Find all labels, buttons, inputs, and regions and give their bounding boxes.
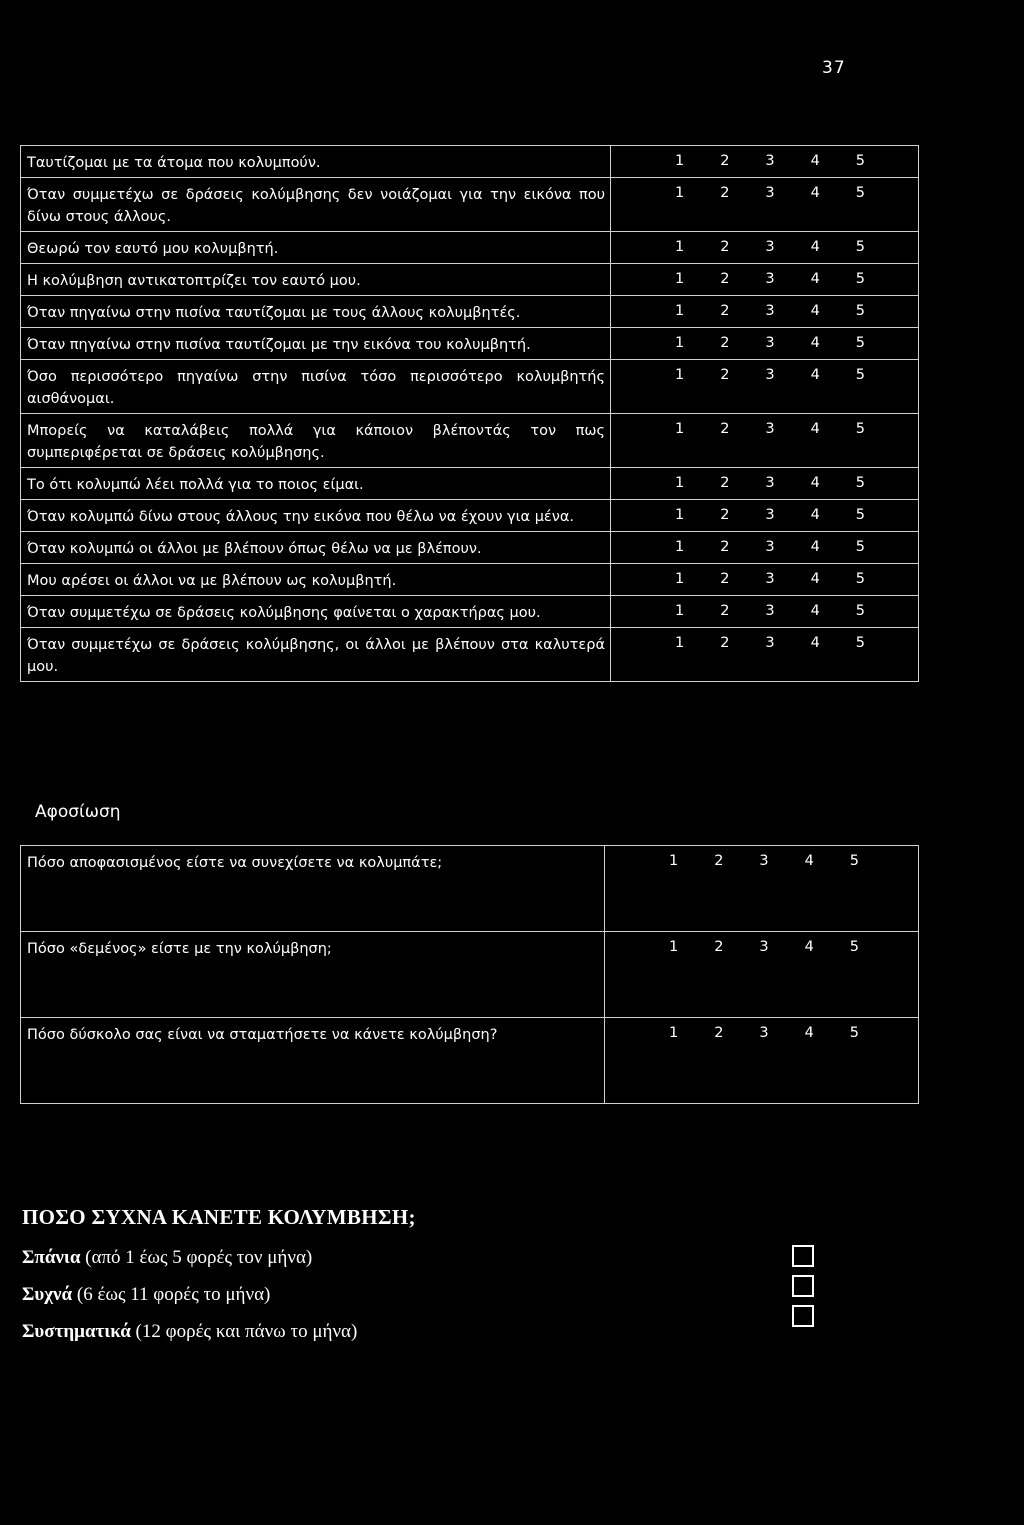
question-text: Όταν κολυμπώ οι άλλοι με βλέπουν όπως θέλω να με βλέπουν. bbox=[21, 532, 611, 564]
question-text: Μου αρέσει οι άλλοι να με βλέπουν ως κολυμβητή. bbox=[21, 564, 611, 596]
rating-option[interactable]: 3 bbox=[765, 303, 775, 319]
question-row bbox=[21, 178, 919, 232]
rating-option[interactable]: 5 bbox=[849, 939, 859, 955]
rating-option[interactable]: 5 bbox=[855, 603, 865, 619]
rating-option[interactable]: 2 bbox=[720, 271, 730, 287]
rating-option[interactable]: 2 bbox=[714, 939, 724, 955]
rating-option[interactable]: 3 bbox=[765, 335, 775, 351]
rating-option[interactable]: 5 bbox=[855, 539, 865, 555]
rating-option[interactable]: 3 bbox=[765, 185, 775, 201]
frequency-title: ΠΟΣΟ ΣΥΧΝΑ ΚΑΝΕΤΕ ΚΟΛΥΜΒΗΣΗ; bbox=[22, 1205, 416, 1229]
rating-scale bbox=[611, 296, 919, 328]
rating-option[interactable]: 4 bbox=[810, 475, 820, 491]
rating-scale bbox=[611, 146, 919, 178]
question-text: Όταν πηγαίνω στην πισίνα ταυτίζομαι με την εικόνα του κολυμβητή. bbox=[21, 328, 611, 360]
rating-option[interactable]: 4 bbox=[810, 239, 820, 255]
rating-option[interactable]: 4 bbox=[810, 507, 820, 523]
rating-option[interactable]: 4 bbox=[810, 635, 820, 651]
rating-scale bbox=[611, 264, 919, 296]
rating-option[interactable]: 4 bbox=[810, 303, 820, 319]
option-label: Συχνά bbox=[22, 1284, 73, 1305]
rating-option[interactable]: 3 bbox=[765, 603, 775, 619]
rating-option[interactable]: 5 bbox=[855, 475, 865, 491]
rating-option[interactable]: 2 bbox=[720, 539, 730, 555]
rating-option[interactable]: 3 bbox=[765, 571, 775, 587]
rating-option[interactable]: 5 bbox=[855, 571, 865, 587]
rating-option[interactable]: 5 bbox=[855, 367, 865, 383]
rating-option[interactable]: 1 bbox=[675, 571, 685, 587]
rating-option[interactable]: 4 bbox=[810, 335, 820, 351]
rating-option[interactable]: 1 bbox=[675, 539, 685, 555]
rating-scale bbox=[611, 232, 919, 264]
rating-scale bbox=[605, 932, 919, 1018]
question-text: Θεωρώ τον εαυτό μου κολυμβητή. bbox=[21, 232, 611, 264]
rating-option[interactable]: 3 bbox=[765, 635, 775, 651]
rating-scale bbox=[611, 360, 919, 414]
rating-scale bbox=[611, 628, 919, 682]
rating-option[interactable]: 5 bbox=[855, 635, 865, 651]
rating-option[interactable]: 3 bbox=[765, 367, 775, 383]
question-text: Η κολύμβηση αντικατοπτρίζει τον εαυτό μου. bbox=[21, 264, 611, 296]
rating-scale bbox=[611, 414, 919, 468]
rating-option[interactable]: 5 bbox=[855, 153, 865, 169]
rating-option[interactable]: 1 bbox=[675, 303, 685, 319]
rating-option[interactable]: 2 bbox=[720, 603, 730, 619]
rating-option[interactable]: 3 bbox=[765, 421, 775, 437]
question-row bbox=[21, 564, 919, 596]
rating-option[interactable]: 2 bbox=[720, 571, 730, 587]
question-row bbox=[21, 932, 919, 1018]
option-detail: (6 έως 11 φορές το μήνα) bbox=[76, 1284, 271, 1305]
rating-scale bbox=[611, 328, 919, 360]
rating-option[interactable]: 2 bbox=[720, 635, 730, 651]
question-text: Όσο περισσότερο πηγαίνω στην πισίνα τόσο περισσότερο κολυμβητής αισθάνομαι. bbox=[21, 360, 611, 414]
question-row bbox=[21, 146, 919, 178]
rating-option[interactable]: 1 bbox=[675, 603, 685, 619]
rating-option[interactable]: 4 bbox=[804, 939, 814, 955]
rating-scale bbox=[611, 468, 919, 500]
rating-option[interactable]: 1 bbox=[675, 153, 685, 169]
rating-option[interactable]: 4 bbox=[810, 185, 820, 201]
question-text: Το ότι κολυμπώ λέει πολλά για το ποιος είμαι. bbox=[21, 468, 611, 500]
rating-option[interactable]: 2 bbox=[720, 367, 730, 383]
question-text: Όταν συμμετέχω σε δράσεις κολύμβησης δεν νοιάζομαι για την εικόνα που δίνω στους άλλους. bbox=[21, 178, 611, 232]
rating-scale bbox=[605, 846, 919, 932]
question-text: Όταν πηγαίνω στην πισίνα ταυτίζομαι με τους άλλους κολυμβητές. bbox=[21, 296, 611, 328]
frequency-option bbox=[22, 1246, 416, 1283]
rating-option[interactable]: 3 bbox=[759, 939, 769, 955]
rating-scale bbox=[611, 178, 919, 232]
rating-scale bbox=[611, 500, 919, 532]
rating-scale bbox=[611, 564, 919, 596]
rating-option[interactable]: 3 bbox=[765, 539, 775, 555]
question-row bbox=[21, 264, 919, 296]
identity-questions-table bbox=[20, 145, 919, 682]
rating-option[interactable]: 1 bbox=[669, 853, 679, 869]
question-row bbox=[21, 328, 919, 360]
rating-option[interactable]: 1 bbox=[675, 507, 685, 523]
checkbox-systematically[interactable] bbox=[792, 1305, 814, 1327]
rating-option[interactable]: 2 bbox=[720, 239, 730, 255]
rating-option[interactable]: 5 bbox=[855, 185, 865, 201]
rating-option[interactable]: 3 bbox=[765, 153, 775, 169]
section-title: Αφοσίωση bbox=[35, 802, 121, 822]
rating-option[interactable]: 4 bbox=[810, 271, 820, 287]
rating-option[interactable]: 1 bbox=[675, 239, 685, 255]
rating-option[interactable]: 4 bbox=[810, 421, 820, 437]
rating-option[interactable]: 4 bbox=[810, 539, 820, 555]
rating-option[interactable]: 2 bbox=[720, 421, 730, 437]
question-row bbox=[21, 596, 919, 628]
rating-option[interactable]: 3 bbox=[765, 239, 775, 255]
rating-option[interactable]: 2 bbox=[714, 853, 724, 869]
question-row bbox=[21, 1018, 919, 1104]
rating-option[interactable]: 2 bbox=[720, 153, 730, 169]
rating-option[interactable]: 4 bbox=[810, 153, 820, 169]
question-text: Πόσο δύσκολο σας είναι να σταματήσετε να κάνετε κολύμβηση? bbox=[21, 1018, 605, 1104]
rating-option[interactable]: 1 bbox=[669, 939, 679, 955]
rating-option[interactable]: 4 bbox=[810, 571, 820, 587]
rating-option[interactable]: 1 bbox=[675, 335, 685, 351]
question-text: Πόσο αποφασισμένος είστε να συνεχίσετε να κολυμπάτε; bbox=[21, 846, 605, 932]
rating-option[interactable]: 5 bbox=[849, 1025, 859, 1041]
option-detail: (από 1 έως 5 φορές τον μήνα) bbox=[85, 1247, 313, 1268]
rating-option[interactable]: 2 bbox=[720, 185, 730, 201]
question-text: Πόσο «δεμένος» είστε με την κολύμβηση; bbox=[21, 932, 605, 1018]
rating-option[interactable]: 5 bbox=[855, 421, 865, 437]
rating-option[interactable]: 1 bbox=[675, 635, 685, 651]
rating-option[interactable]: 3 bbox=[759, 1025, 769, 1041]
option-detail: (12 φορές και πάνω το μήνα) bbox=[135, 1321, 358, 1342]
rating-option[interactable]: 2 bbox=[720, 335, 730, 351]
rating-option[interactable]: 4 bbox=[810, 367, 820, 383]
option-label: Σπάνια bbox=[22, 1247, 81, 1268]
frequency-option bbox=[22, 1320, 416, 1357]
rating-option[interactable]: 1 bbox=[675, 367, 685, 383]
question-row bbox=[21, 468, 919, 500]
checkbox-rarely[interactable] bbox=[792, 1245, 814, 1267]
rating-option[interactable]: 1 bbox=[675, 475, 685, 491]
frequency-checkboxes bbox=[792, 1245, 814, 1335]
rating-option[interactable]: 5 bbox=[855, 239, 865, 255]
rating-option[interactable]: 4 bbox=[810, 603, 820, 619]
question-row bbox=[21, 296, 919, 328]
question-row bbox=[21, 846, 919, 932]
rating-option[interactable]: 3 bbox=[759, 853, 769, 869]
question-text: Μπορείς να καταλάβεις πολλά για κάποιον βλέποντάς τον πως συμπεριφέρεται σε δράσεις κολύμβησης. bbox=[21, 414, 611, 468]
rating-scale bbox=[611, 532, 919, 564]
rating-option[interactable]: 2 bbox=[714, 1025, 724, 1041]
question-text: Όταν συμμετέχω σε δράσεις κολύμβησης, οι άλλοι με βλέπουν στα καλυτερά μου. bbox=[21, 628, 611, 682]
question-row bbox=[21, 628, 919, 682]
question-text: Ταυτίζομαι με τα άτομα που κολυμπούν. bbox=[21, 146, 611, 178]
rating-option[interactable]: 3 bbox=[765, 475, 775, 491]
rating-option[interactable]: 5 bbox=[855, 303, 865, 319]
rating-option[interactable]: 2 bbox=[720, 303, 730, 319]
frequency-option bbox=[22, 1283, 416, 1320]
rating-option[interactable]: 4 bbox=[804, 853, 814, 869]
option-label: Συστηματικά bbox=[22, 1321, 131, 1342]
question-row bbox=[21, 360, 919, 414]
rating-option[interactable]: 5 bbox=[855, 335, 865, 351]
rating-option[interactable]: 2 bbox=[720, 475, 730, 491]
rating-option[interactable]: 3 bbox=[765, 507, 775, 523]
question-row bbox=[21, 500, 919, 532]
rating-option[interactable]: 2 bbox=[720, 507, 730, 523]
frequency-section bbox=[22, 1205, 416, 1357]
question-row bbox=[21, 232, 919, 264]
rating-scale bbox=[605, 1018, 919, 1104]
rating-scale bbox=[611, 596, 919, 628]
rating-option[interactable]: 1 bbox=[669, 1025, 679, 1041]
question-text: Όταν συμμετέχω σε δράσεις κολύμβησης φαίνεται ο χαρακτήρας μου. bbox=[21, 596, 611, 628]
rating-option[interactable]: 3 bbox=[765, 271, 775, 287]
rating-option[interactable]: 4 bbox=[804, 1025, 814, 1041]
rating-option[interactable]: 5 bbox=[855, 271, 865, 287]
question-text: Όταν κολυμπώ δίνω στους άλλους την εικόνα που θέλω να έχουν για μένα. bbox=[21, 500, 611, 532]
question-row bbox=[21, 414, 919, 468]
checkbox-often[interactable] bbox=[792, 1275, 814, 1297]
rating-option[interactable]: 1 bbox=[675, 421, 685, 437]
question-row bbox=[21, 532, 919, 564]
rating-option[interactable]: 5 bbox=[849, 853, 859, 869]
rating-option[interactable]: 1 bbox=[675, 185, 685, 201]
rating-option[interactable]: 1 bbox=[675, 271, 685, 287]
rating-option[interactable]: 5 bbox=[855, 507, 865, 523]
page-number: 37 bbox=[822, 58, 846, 78]
commitment-questions-table bbox=[20, 845, 919, 1104]
